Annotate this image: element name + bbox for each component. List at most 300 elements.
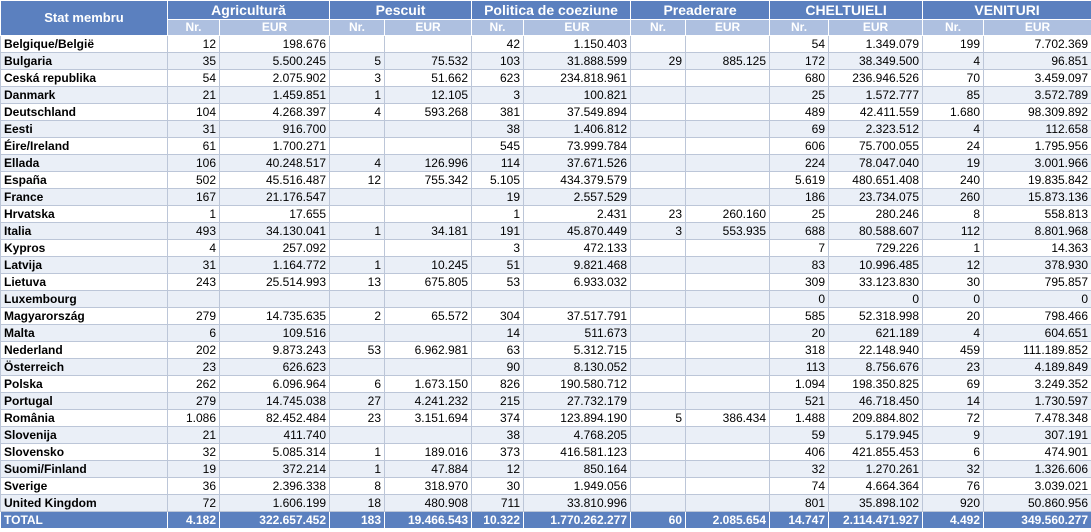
table-cell [631,461,686,478]
table-cell: 73.999.784 [524,138,631,155]
table-cell: 126.996 [385,155,472,172]
table-cell: 1.730.597 [984,393,1091,410]
table-cell: 19.835.842 [984,172,1091,189]
table-row [1,325,1091,342]
table-cell: 23 [330,410,385,427]
table-cell: 21.176.547 [220,189,330,206]
table-cell: 18 [330,495,385,512]
table-cell: 209.884.802 [829,410,923,427]
table-cell: 75.532 [385,53,472,70]
table-cell [686,342,770,359]
table-cell: 3.572.789 [984,87,1091,104]
table-cell: 32 [168,444,220,461]
table-cell: 606 [770,138,829,155]
table-cell: 5.105 [472,172,524,189]
table-cell: 123.894.190 [524,410,631,427]
table-cell: 318.970 [385,478,472,495]
table-cell: 111.189.852 [984,342,1091,359]
country-name: Österreich [1,359,168,376]
table-cell: 257.092 [220,240,330,257]
table-cell: 172 [770,53,829,70]
table-cell: 411.740 [220,427,330,444]
table-cell: 593.268 [385,104,472,121]
total-cell: 2.085.654 [686,512,770,529]
table-cell [686,274,770,291]
table-cell: 98.309.892 [984,104,1091,121]
table-cell: 13 [330,274,385,291]
table-cell: 25 [770,206,829,223]
table-cell [330,240,385,257]
table-cell [686,444,770,461]
table-cell [220,291,330,308]
table-cell: 755.342 [385,172,472,189]
table-cell: 17.655 [220,206,330,223]
table-cell: 36 [168,478,220,495]
table-cell: 240 [923,172,984,189]
table-cell: 623 [472,70,524,87]
table-cell [686,121,770,138]
group-header-venituri: VENITURI [923,1,1091,20]
sub-header-nr: Nr. [923,20,984,36]
table-cell [631,121,686,138]
table-cell: 373 [472,444,524,461]
table-cell: 6.933.032 [524,274,631,291]
table-cell: 521 [770,393,829,410]
table-cell: 2.396.338 [220,478,330,495]
table-cell [385,427,472,444]
table-cell: 3.039.021 [984,478,1091,495]
table-cell [686,308,770,325]
table-cell: 38.349.500 [829,53,923,70]
table-row [1,444,1091,461]
table-cell: 14.745.038 [220,393,330,410]
sub-header-nr: Nr. [330,20,385,36]
table-cell: 72 [923,410,984,427]
table-cell: 920 [923,495,984,512]
table-cell: 24 [923,138,984,155]
table-row [1,172,1091,189]
table-cell [330,325,385,342]
table-cell: 27.732.179 [524,393,631,410]
table-cell: 69 [923,376,984,393]
group-header-pescuit: Pescuit [330,1,472,20]
country-name: Deutschland [1,104,168,121]
table-cell: 5 [631,410,686,427]
country-name: Kypros [1,240,168,257]
sub-header-nr: Nr. [770,20,829,36]
table-cell: 234.818.961 [524,70,631,87]
table-cell: 850.164 [524,461,631,478]
table-cell: 198.350.825 [829,376,923,393]
table-cell: 40.248.517 [220,155,330,172]
table-cell: 85 [923,87,984,104]
table-cell: 96.851 [984,53,1091,70]
table-cell: 304 [472,308,524,325]
table-cell: 33.123.830 [829,274,923,291]
table-cell: 6 [330,376,385,393]
total-cell: 10.322 [472,512,524,529]
sub-header-eur: EUR [829,20,923,36]
table-cell: 59 [770,427,829,444]
country-name: Nederland [1,342,168,359]
group-header-agricultura: Agricultură [168,1,330,20]
table-cell [631,444,686,461]
table-cell: 37.671.526 [524,155,631,172]
table-cell: 82.452.484 [220,410,330,427]
table-cell: 0 [984,291,1091,308]
table-cell: 199 [923,36,984,53]
table-cell: 1 [330,461,385,478]
table-cell: 74 [770,478,829,495]
table-row [1,240,1091,257]
table-cell: 42.411.559 [829,104,923,121]
table-row [1,291,1091,308]
table-cell [686,478,770,495]
table-cell [686,87,770,104]
table-cell: 23 [631,206,686,223]
table-cell: 21 [168,427,220,444]
table-cell [385,359,472,376]
total-cell: 4.182 [168,512,220,529]
table-cell: 585 [770,308,829,325]
table-cell: 103 [472,53,524,70]
table-cell: 798.466 [984,308,1091,325]
table-cell: 416.581.123 [524,444,631,461]
table-row [1,53,1091,70]
table-cell: 61 [168,138,220,155]
table-cell: 4.268.397 [220,104,330,121]
table-cell [524,291,631,308]
table-cell: 19 [923,155,984,172]
table-cell: 34.181 [385,223,472,240]
table-cell: 5.500.245 [220,53,330,70]
table-cell [472,291,524,308]
table-cell: 70 [923,70,984,87]
table-cell: 474.901 [984,444,1091,461]
table-cell: 3.459.097 [984,70,1091,87]
table-cell [631,308,686,325]
table-cell [631,104,686,121]
table-cell [686,36,770,53]
table-cell: 2.431 [524,206,631,223]
table-cell: 31 [168,121,220,138]
table-cell: 6 [168,325,220,342]
table-cell: 1.086 [168,410,220,427]
table-cell: 63 [472,342,524,359]
table-cell: 4 [330,155,385,172]
table-cell: 421.855.453 [829,444,923,461]
table-cell: 236.946.526 [829,70,923,87]
table-cell: 114 [472,155,524,172]
table-row [1,342,1091,359]
table-cell: 167 [168,189,220,206]
table-cell: 372.214 [220,461,330,478]
table-cell: 8.130.052 [524,359,631,376]
sub-header-nr: Nr. [472,20,524,36]
table-cell [686,291,770,308]
table-cell: 2 [330,308,385,325]
table-cell: 31 [168,257,220,274]
table-row [1,223,1091,240]
table-cell: 4 [923,325,984,342]
table-row [1,461,1091,478]
table-cell: 65.572 [385,308,472,325]
table-cell [686,325,770,342]
table-cell: 14 [923,393,984,410]
table-cell [330,291,385,308]
table-row [1,495,1091,512]
table-cell [631,87,686,104]
table-cell: 2.323.512 [829,121,923,138]
total-cell: 14.747 [770,512,829,529]
group-header-row [1,1,1091,20]
table-cell: 21 [168,87,220,104]
country-name: Suomi/Finland [1,461,168,478]
table-row [1,36,1091,53]
table-cell: 34.130.041 [220,223,330,240]
table-cell: 3 [472,87,524,104]
table-cell: 4.189.849 [984,359,1091,376]
table-row [1,410,1091,427]
table-cell [385,189,472,206]
table-cell [631,172,686,189]
table-cell: 72 [168,495,220,512]
table-cell: 711 [472,495,524,512]
country-name: Malta [1,325,168,342]
table-cell: 7.478.348 [984,410,1091,427]
table-cell: 801 [770,495,829,512]
table-cell: 545 [472,138,524,155]
table-cell [686,427,770,444]
table-cell: 37.549.894 [524,104,631,121]
table-cell: 260 [923,189,984,206]
table-cell: 493 [168,223,220,240]
table-row [1,257,1091,274]
table-body [1,36,1091,512]
table-cell [631,155,686,172]
table-cell: 826 [472,376,524,393]
table-cell: 3 [472,240,524,257]
country-name: France [1,189,168,206]
table-cell [631,495,686,512]
table-cell: 37.517.791 [524,308,631,325]
table-cell: 4.664.364 [829,478,923,495]
table-cell: 5 [330,53,385,70]
table-cell: 480.651.408 [829,172,923,189]
table-cell [631,427,686,444]
table-cell: 260.160 [686,206,770,223]
table-cell: 8.801.968 [984,223,1091,240]
table-cell [385,240,472,257]
table-cell: 54 [168,70,220,87]
sub-header-nr: Nr. [168,20,220,36]
table-row [1,478,1091,495]
table-cell [631,342,686,359]
table-cell: 795.857 [984,274,1091,291]
table-cell [385,138,472,155]
table-cell: 680 [770,70,829,87]
table-cell: 186 [770,189,829,206]
table-cell: 31.888.599 [524,53,631,70]
table-cell [330,189,385,206]
table-cell: 19 [472,189,524,206]
table-cell: 51 [472,257,524,274]
table-cell: 20 [770,325,829,342]
table-cell: 0 [829,291,923,308]
table-cell: 553.935 [686,223,770,240]
table-cell: 1.150.403 [524,36,631,53]
table-cell [330,427,385,444]
table-cell [686,393,770,410]
table-cell: 558.813 [984,206,1091,223]
table-cell: 1.488 [770,410,829,427]
table-cell: 38 [472,427,524,444]
table-cell: 480.908 [385,495,472,512]
table-cell: 22.148.940 [829,342,923,359]
table-cell: 0 [770,291,829,308]
table-cell: 675.805 [385,274,472,291]
country-name: Italia [1,223,168,240]
table-cell [385,121,472,138]
table-cell: 309 [770,274,829,291]
table-cell: 511.673 [524,325,631,342]
table-cell [686,359,770,376]
table-cell: 30 [923,274,984,291]
table-cell: 1.680 [923,104,984,121]
total-cell: 1.770.262.277 [524,512,631,529]
table-cell: 33.810.996 [524,495,631,512]
table-cell: 1 [330,223,385,240]
table-cell: 472.133 [524,240,631,257]
table-cell: 688 [770,223,829,240]
table-row [1,138,1091,155]
table-cell: 190.580.712 [524,376,631,393]
table-cell: 4.768.205 [524,427,631,444]
table-cell [631,138,686,155]
country-name: Polska [1,376,168,393]
table-cell: 9.873.243 [220,342,330,359]
table-cell [631,325,686,342]
table-cell: 5.312.715 [524,342,631,359]
table-cell [631,36,686,53]
stat-membru-header: Stat membru [1,1,168,36]
table-cell: 47.884 [385,461,472,478]
table-cell [385,206,472,223]
table-cell: 1.673.150 [385,376,472,393]
table-cell: 112 [923,223,984,240]
table-row [1,427,1091,444]
table-row [1,393,1091,410]
table-cell: 729.226 [829,240,923,257]
table-cell: 25.514.993 [220,274,330,291]
sub-header-eur: EUR [686,20,770,36]
table-cell: 1 [330,444,385,461]
table-cell: 69 [770,121,829,138]
table-cell: 46.718.450 [829,393,923,410]
group-header-preaderare: Preaderare [631,1,770,20]
table-cell: 35.898.102 [829,495,923,512]
country-name: Slovensko [1,444,168,461]
table-cell: 14.363 [984,240,1091,257]
total-row [1,512,1091,529]
table-row [1,376,1091,393]
total-cell: 19.466.543 [385,512,472,529]
table-cell: 12 [923,257,984,274]
table-cell [385,291,472,308]
table-row [1,70,1091,87]
table-cell: 224 [770,155,829,172]
table-cell: 189.016 [385,444,472,461]
country-name: Latvija [1,257,168,274]
sub-header-eur: EUR [524,20,631,36]
table-cell: 8 [923,206,984,223]
table-cell: 4 [330,104,385,121]
sub-header-nr: Nr. [631,20,686,36]
table-cell [385,36,472,53]
table-row [1,189,1091,206]
table-cell: 9.821.468 [524,257,631,274]
table-cell: 12 [472,461,524,478]
table-cell: 6 [923,444,984,461]
total-cell: 4.492 [923,512,984,529]
table-cell: 1 [923,240,984,257]
table-cell [330,359,385,376]
total-label: TOTAL [1,512,168,529]
table-cell: 45.870.449 [524,223,631,240]
table-cell: 53 [472,274,524,291]
table-cell: 76 [923,478,984,495]
table-cell: 459 [923,342,984,359]
table-cell [686,155,770,172]
country-name: Hrvatska [1,206,168,223]
table-cell: 52.318.998 [829,308,923,325]
table-cell: 1 [168,206,220,223]
table-cell: 4 [923,121,984,138]
table-cell: 80.588.607 [829,223,923,240]
total-cell: 183 [330,512,385,529]
table-cell: 3.151.694 [385,410,472,427]
country-name: Bulgaria [1,53,168,70]
table-cell: 90 [472,359,524,376]
table-cell: 1 [330,257,385,274]
table-cell: 406 [770,444,829,461]
table-cell: 243 [168,274,220,291]
table-cell: 191 [472,223,524,240]
table-cell: 1.606.199 [220,495,330,512]
table-cell: 215 [472,393,524,410]
table-cell: 381 [472,104,524,121]
table-cell [686,240,770,257]
table-cell: 1.406.812 [524,121,631,138]
table-cell: 374 [472,410,524,427]
table-cell: 23 [168,359,220,376]
table-cell: 19 [168,461,220,478]
table-cell: 6.962.981 [385,342,472,359]
table-cell: 198.676 [220,36,330,53]
table-cell: 2.557.529 [524,189,631,206]
table-cell [631,189,686,206]
table-cell: 3 [330,70,385,87]
table-cell: 502 [168,172,220,189]
table-cell [385,325,472,342]
table-cell [686,189,770,206]
table-cell: 14.735.635 [220,308,330,325]
table-cell: 20 [923,308,984,325]
table-cell: 1 [330,87,385,104]
country-name: România [1,410,168,427]
table-cell: 307.191 [984,427,1091,444]
table-cell: 29 [631,53,686,70]
